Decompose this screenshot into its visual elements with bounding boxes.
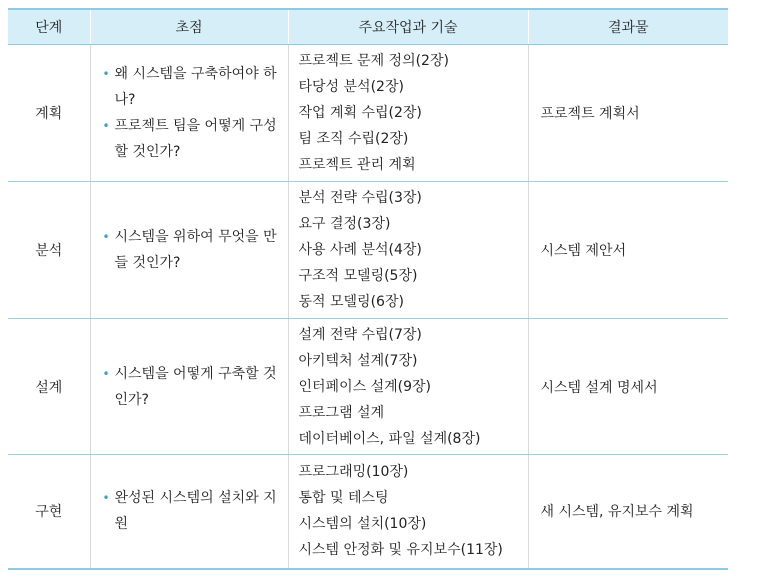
bullet-icon: • (102, 230, 110, 244)
table-row (8, 182, 728, 319)
task-item: 프로젝트 관리 계획 (298, 157, 416, 173)
header-focus: 초점 (90, 9, 288, 45)
focus-text: 시스템을 위하여 무엇을 만들 것인가? (114, 229, 277, 271)
task-item: 시스템 안정화 및 유지보수(11장) (298, 542, 503, 559)
stage-cell: 구현 (8, 455, 90, 569)
focus-text: 시스템을 어떻게 구축할 것인가? (114, 365, 277, 408)
bullet-icon: • (102, 491, 110, 506)
header-stage: 단계 (8, 9, 90, 45)
task-item: 시스템의 설치(10장) (298, 516, 427, 533)
task-item: 인터페이스 설계(9장) (298, 378, 431, 395)
tasks-cell (288, 319, 528, 455)
focus-item (103, 61, 280, 113)
focus-cell (90, 455, 288, 569)
result-cell: 시스템 제안서 (528, 182, 728, 319)
stage-cell: 분석 (8, 182, 90, 319)
task-item: 사용 사례 분석(4장) (298, 242, 422, 258)
focus-cell (90, 182, 288, 319)
task-item: 팀 조직 수립(2장) (298, 131, 409, 147)
task-item: 동적 모델링(6장) (298, 294, 404, 310)
table-row (8, 319, 728, 455)
table-row (8, 45, 728, 182)
task-item: 프로그램 설계 (298, 404, 385, 421)
focus-text: 프로젝트 팀을 어떻게 구성할 것인가? (114, 118, 277, 160)
task-item: 타당성 분석(2장) (298, 79, 404, 95)
table-header-row (8, 9, 728, 45)
result-cell: 시스템 설계 명세서 (528, 319, 728, 455)
task-item: 프로그래밍(10장) (298, 464, 409, 481)
stage-cell: 계획 (8, 45, 90, 182)
focus-cell (90, 45, 288, 182)
focus-item (103, 361, 280, 413)
header-result: 결과물 (528, 9, 728, 45)
header-tasks: 주요작업과 기술 (288, 9, 528, 45)
bullet-icon: • (102, 366, 110, 381)
stage-cell: 설계 (8, 319, 90, 455)
task-item: 작업 계획 수립(2장) (298, 105, 422, 121)
task-item: 아키텍처 설계(7장) (298, 352, 418, 369)
task-item: 데이터베이스, 파일 설계(8장) (298, 430, 481, 447)
task-item: 통합 및 테스팅 (298, 490, 389, 507)
focus-text: 왜 시스템을 구축하여야 하나? (114, 66, 277, 108)
focus-text: 완성된 시스템의 설치와 지원 (114, 490, 277, 533)
focus-item (103, 224, 280, 276)
task-item: 설계 전략 수립(7장) (298, 326, 422, 343)
table-row (8, 455, 728, 569)
tasks-cell (288, 45, 528, 182)
task-item: 분석 전략 수립(3장) (298, 190, 422, 206)
result-cell: 새 시스템, 유지보수 계획 (528, 455, 728, 569)
focus-item (103, 485, 280, 537)
tasks-cell (288, 455, 528, 569)
focus-item (103, 113, 280, 165)
task-item: 구조적 모델링(5장) (298, 268, 418, 284)
task-item: 프로젝트 문제 정의(2장) (298, 53, 449, 69)
bullet-icon: • (102, 119, 110, 133)
sdlc-table (8, 8, 728, 570)
bullet-icon: • (102, 67, 110, 81)
focus-cell (90, 319, 288, 455)
result-cell: 프로젝트 계획서 (528, 45, 728, 182)
sdlc-table-container (8, 8, 768, 570)
tasks-cell (288, 182, 528, 319)
task-item: 요구 결정(3장) (298, 216, 391, 232)
